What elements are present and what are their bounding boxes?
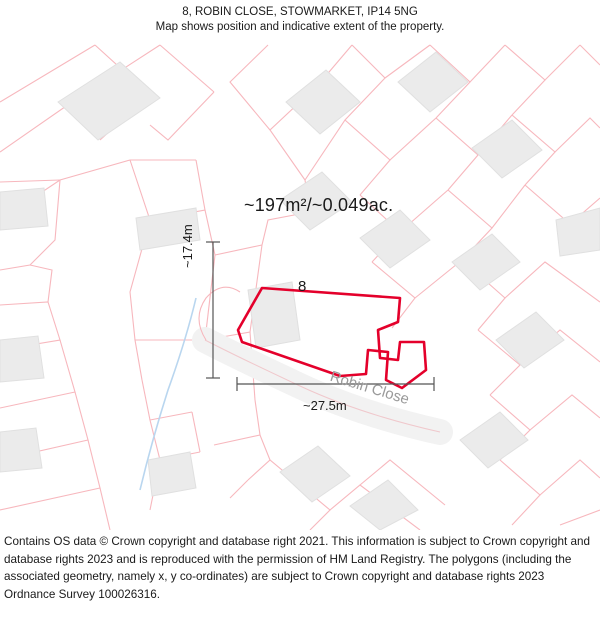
horizontal-dimension-label: ~27.5m [303,398,347,413]
street-name-label: Robin Close [328,368,412,409]
page-title: 8, ROBIN CLOSE, STOWMARKET, IP14 5NG [182,6,418,18]
house-number-label: 8 [298,278,307,295]
map-header [0,0,600,40]
vertical-dimension-label: ~17.4m [180,224,195,268]
property-area-label: ~197m²/~0.049ac. [244,195,394,215]
map-canvas[interactable] [0,40,600,530]
page-subtitle: Map shows position and indicative extent of the property. [155,21,445,33]
copyright-notice: Contains OS data © Crown copyright and database right 2021. This information is subject to Crown copyright and database rights 2023 and is reproduced with the permission of HM Land Registry. The polygons (including the associated geometry, namely x, y co-ordinates) are subject to Crown copyright and database rights 2023 Ordnance Survey 100026316. [4,535,590,601]
